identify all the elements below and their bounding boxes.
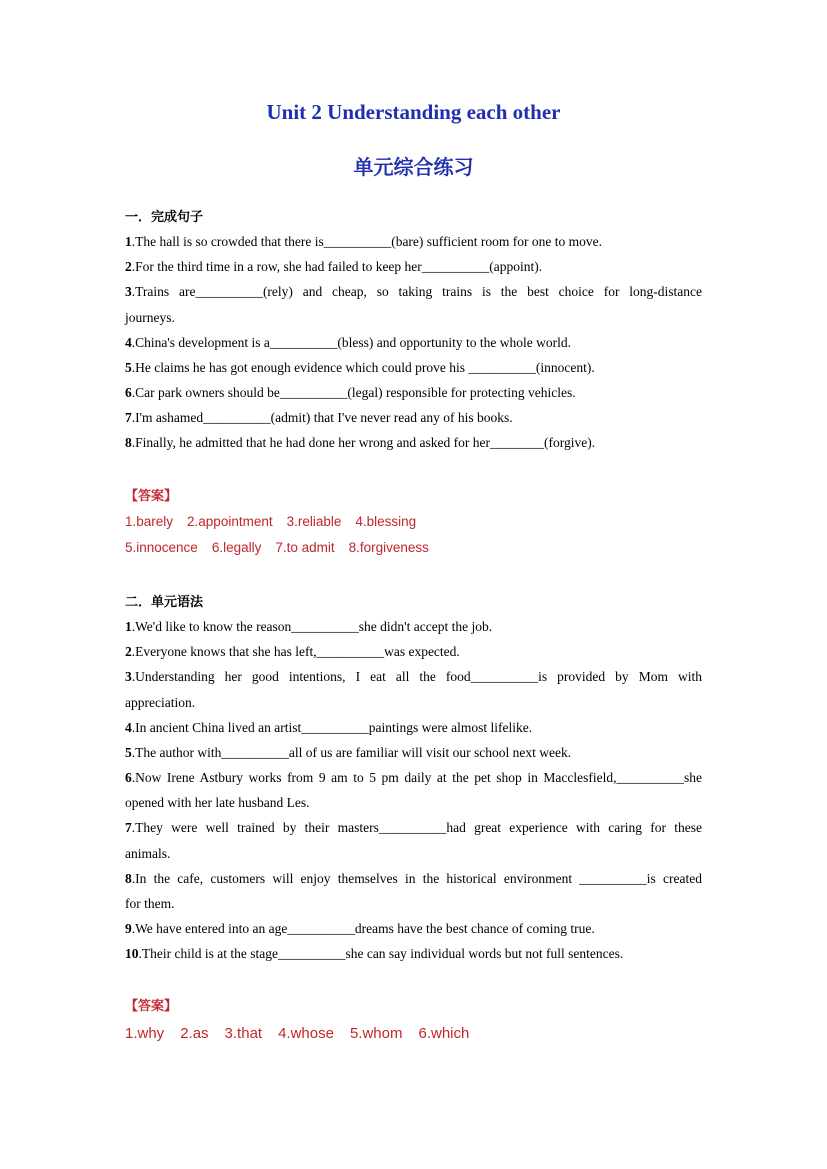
answer-heading: 【答案】 <box>125 489 178 504</box>
question-continuation: opened with her late husband Les. <box>125 795 310 810</box>
question-number: 1 <box>125 619 132 634</box>
question-number: 8 <box>125 435 132 450</box>
question-number: 2 <box>125 259 132 274</box>
document-subtitle: 单元综合练习 <box>353 155 474 179</box>
question-row <box>125 405 702 430</box>
question-row <box>125 430 702 455</box>
question-row <box>125 279 702 304</box>
question-row <box>125 815 702 840</box>
question-text: .For the third time in a row, she had failed to keep her__________(appoint). <box>131 259 543 274</box>
question-text: .In ancient China lived an artist__________paintings were almost lifelike. <box>131 720 533 735</box>
question-row <box>125 866 702 891</box>
answer-item: 4.whose <box>278 1025 334 1042</box>
question-text: .We'd like to know the reason__________she didn't accept the job. <box>131 619 493 634</box>
question-text: .China's development is a__________(bless) and opportunity to the whole world. <box>131 335 571 350</box>
document-title: Unit 2 Understanding each other <box>266 100 561 124</box>
question-text: .Now Irene Astbury works from 9 am to 5 pm daily at the pet shop in Macclesfield,__________she <box>131 770 702 785</box>
question-number: 10 <box>125 946 139 961</box>
question-number: 3 <box>125 669 132 684</box>
question-text: .Finally, he admitted that he had done her wrong and asked for her________(forgive). <box>131 435 596 450</box>
question-number: 4 <box>125 335 132 350</box>
question-text: .Understanding her good intentions, I eat all the food__________is provided by Mom with <box>131 669 702 684</box>
question-number: 7 <box>125 820 132 835</box>
answer-item: 1.why <box>125 1025 165 1042</box>
question-row <box>125 330 702 355</box>
answer-item: 6.which <box>418 1025 470 1042</box>
answer-item: 5.innocence <box>125 540 198 555</box>
answer-line <box>125 1025 485 1042</box>
answer-item: 3.that <box>224 1025 263 1042</box>
question-row <box>125 916 702 941</box>
answer-line <box>125 514 430 529</box>
question-row <box>125 639 702 664</box>
question-number: 9 <box>125 921 132 936</box>
question-text: .Their child is at the stage__________she can say individual words but not full sentences. <box>138 946 624 961</box>
question-row <box>125 355 702 380</box>
question-text: .He claims he has got enough evidence which could prove his __________(innocent). <box>131 360 595 375</box>
question-row <box>125 715 702 740</box>
question-text: .I'm ashamed__________(admit) that I've never read any of his books. <box>131 410 513 425</box>
question-number: 5 <box>125 360 132 375</box>
question-text: .Car park owners should be__________(legal) responsible for protecting vehicles. <box>131 385 576 400</box>
question-row <box>125 614 702 639</box>
question-text: .Everyone knows that she has left,__________was expected. <box>131 644 460 659</box>
question-text: .The hall is so crowded that there is__________(bare) sufficient room for one to move. <box>131 234 603 249</box>
question-continuation: journeys. <box>125 310 175 325</box>
answer-line <box>125 540 443 555</box>
answer-heading: 【答案】 <box>125 999 178 1014</box>
question-row <box>125 229 702 254</box>
question-number: 1 <box>125 234 132 249</box>
question-row <box>125 254 702 279</box>
answer-item: 6.legally <box>211 540 262 555</box>
question-number: 2 <box>125 644 132 659</box>
answer-item: 2.appointment <box>187 514 273 529</box>
question-number: 5 <box>125 745 132 760</box>
question-text: .In the cafe, customers will enjoy themselves in the historical environment __________is created <box>131 871 702 886</box>
answer-item: 8.forgiveness <box>348 540 429 555</box>
question-row <box>125 380 702 405</box>
question-text: .They were well trained by their masters__________had great experience with caring for these <box>131 820 702 835</box>
question-continuation: for them. <box>125 896 175 911</box>
answer-item: 3.reliable <box>286 514 342 529</box>
question-row <box>125 664 702 689</box>
answer-item: 5.whom <box>349 1025 403 1042</box>
question-row <box>125 941 702 966</box>
question-number: 6 <box>125 385 132 400</box>
section1-heading: 一．完成句子 <box>125 210 204 225</box>
question-number: 8 <box>125 871 132 886</box>
question-text: .The author with__________all of us are familiar will visit our school next week. <box>131 745 572 760</box>
answer-item: 1.barely <box>125 514 174 529</box>
question-number: 7 <box>125 410 132 425</box>
question-continuation: appreciation. <box>125 695 196 710</box>
question-number: 6 <box>125 770 132 785</box>
question-row <box>125 740 702 765</box>
answer-item: 7.to admit <box>275 540 335 555</box>
section2-heading: 二．单元语法 <box>125 595 204 610</box>
answer-item: 4.blessing <box>355 514 417 529</box>
question-continuation: animals. <box>125 846 171 861</box>
question-text: .We have entered into an age__________dreams have the best chance of coming true. <box>131 921 595 936</box>
question-row <box>125 765 702 790</box>
question-text: .Trains are__________(rely) and cheap, so taking trains is the best choice for long-distance <box>131 284 702 299</box>
answer-item: 2.as <box>180 1025 209 1042</box>
question-number: 4 <box>125 720 132 735</box>
question-number: 3 <box>125 284 132 299</box>
